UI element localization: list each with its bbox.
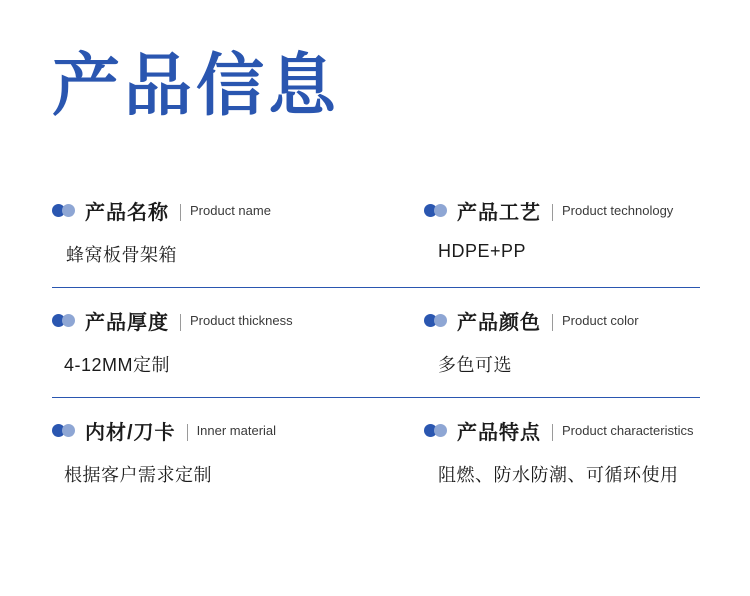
spec-grid	[52, 178, 700, 507]
label-divider	[180, 204, 181, 221]
page-title: 产品信息	[52, 48, 341, 124]
spec-value: 多色可选	[438, 355, 512, 375]
label-divider	[180, 314, 181, 331]
spec-label-cn: 产品名称	[85, 202, 169, 224]
spec-item-product-thickness	[52, 288, 376, 397]
spec-label-line	[424, 196, 700, 225]
two-tone-dot-icon	[424, 204, 448, 217]
two-tone-dot-icon	[52, 314, 76, 327]
spec-label-en: Product characteristics	[562, 423, 694, 438]
spec-value: 4-12MM定制	[64, 355, 171, 375]
spec-label-line	[52, 306, 376, 335]
spec-row	[52, 178, 700, 287]
spec-label-cn: 产品颜色	[457, 312, 541, 334]
spec-label-en: Product name	[190, 203, 271, 218]
label-divider	[552, 314, 553, 331]
spec-row	[52, 288, 700, 397]
spec-label-cn: 内材/刀卡	[85, 422, 176, 444]
two-tone-dot-icon	[424, 424, 448, 437]
spec-label-cn: 产品厚度	[85, 312, 169, 334]
spec-label-en: Inner material	[196, 423, 277, 438]
spec-label-line	[52, 196, 376, 225]
two-tone-dot-icon	[52, 424, 76, 437]
spec-value: 根据客户需求定制	[64, 465, 212, 485]
spec-label-cn: 产品工艺	[457, 202, 541, 224]
spec-label-cn: 产品特点	[457, 422, 541, 444]
spec-item-product-name	[52, 178, 376, 287]
spec-label-line	[424, 306, 700, 335]
label-divider	[552, 204, 553, 221]
spec-value: 阻燃、防水防潮、可循环使用	[438, 465, 679, 485]
spec-item-inner-material	[52, 398, 376, 507]
spec-item-product-color	[376, 288, 700, 397]
spec-label-en: Product technology	[562, 203, 674, 218]
spec-label-en: Product color	[562, 313, 639, 328]
spec-value: 蜂窝板骨架箱	[66, 245, 177, 265]
two-tone-dot-icon	[424, 314, 448, 327]
spec-label-line	[424, 416, 700, 445]
spec-row	[52, 398, 700, 507]
spec-value: HDPE+PP	[438, 241, 527, 261]
spec-label-line	[52, 416, 376, 445]
spec-label-en: Product thickness	[190, 313, 293, 328]
spec-item-product-technology	[376, 178, 700, 287]
label-divider	[552, 424, 553, 441]
two-tone-dot-icon	[52, 204, 76, 217]
label-divider	[187, 424, 188, 441]
spec-item-product-characteristics	[376, 398, 700, 507]
